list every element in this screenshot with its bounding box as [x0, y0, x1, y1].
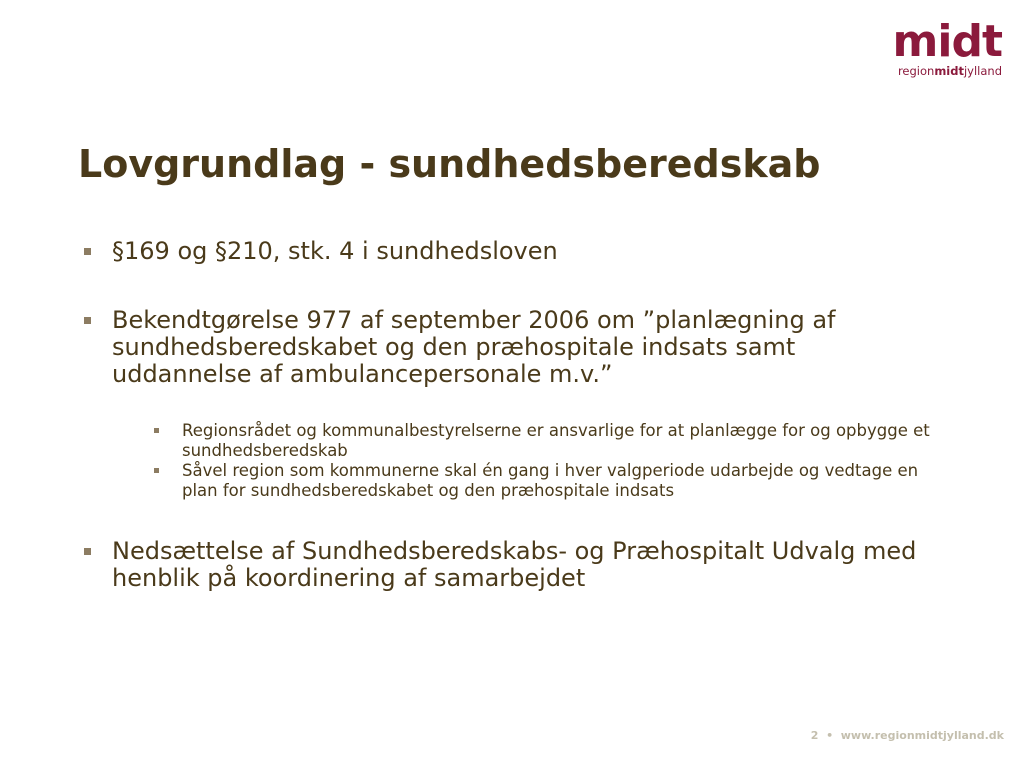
footer	[811, 729, 1004, 742]
logo-sub-suffix: jylland	[963, 64, 1002, 78]
sub-bullet-item-1	[152, 421, 942, 461]
slide-content	[82, 238, 942, 592]
page-number: 2	[810, 729, 819, 742]
bullet-item-2	[82, 307, 942, 501]
footer-url: www.regionmidtjylland.dk	[840, 729, 1004, 742]
bullet-text: Bekendtgørelse 977 af september 2006 om ”planlægning af sundhedsberedskabet og den præhospitale indsats samt uddannelse af ambulancepersonale m.v.”	[112, 306, 836, 388]
bullet-item-1	[82, 238, 942, 265]
sub-bullet-item-2	[152, 461, 942, 501]
sub-bullet-list	[112, 421, 942, 501]
sub-bullet-text: Regionsrådet og kommunalbestyrelserne er ansvarlige for at planlægge for og opbygge et sundhedsberedskab	[182, 421, 930, 460]
bullet-text: Nedsættelse af Sundhedsberedskabs- og Præhospitalt Udvalg med henblik på koordinering af samarbejdet	[112, 537, 917, 592]
bullet-list	[82, 238, 942, 592]
logo-sub-strong: midt	[934, 64, 964, 78]
sub-bullet-text: Såvel region som kommunerne skal én gang i hver valgperiode udarbejde og vedtage en plan for sundhedsberedskabet og den præhospitale indsats	[182, 461, 919, 500]
logo-sub-prefix: region	[897, 64, 935, 78]
footer-separator: •	[826, 729, 834, 742]
bullet-item-3	[82, 538, 942, 592]
logo-mark: midt	[892, 16, 1002, 67]
slide-title: Lovgrundlag - sundhedsberedskab	[78, 142, 821, 186]
bullet-text: §169 og §210, stk. 4 i sundhedsloven	[112, 237, 558, 265]
logo-subtitle	[880, 64, 1002, 78]
region-midtjylland-logo	[880, 16, 1002, 78]
